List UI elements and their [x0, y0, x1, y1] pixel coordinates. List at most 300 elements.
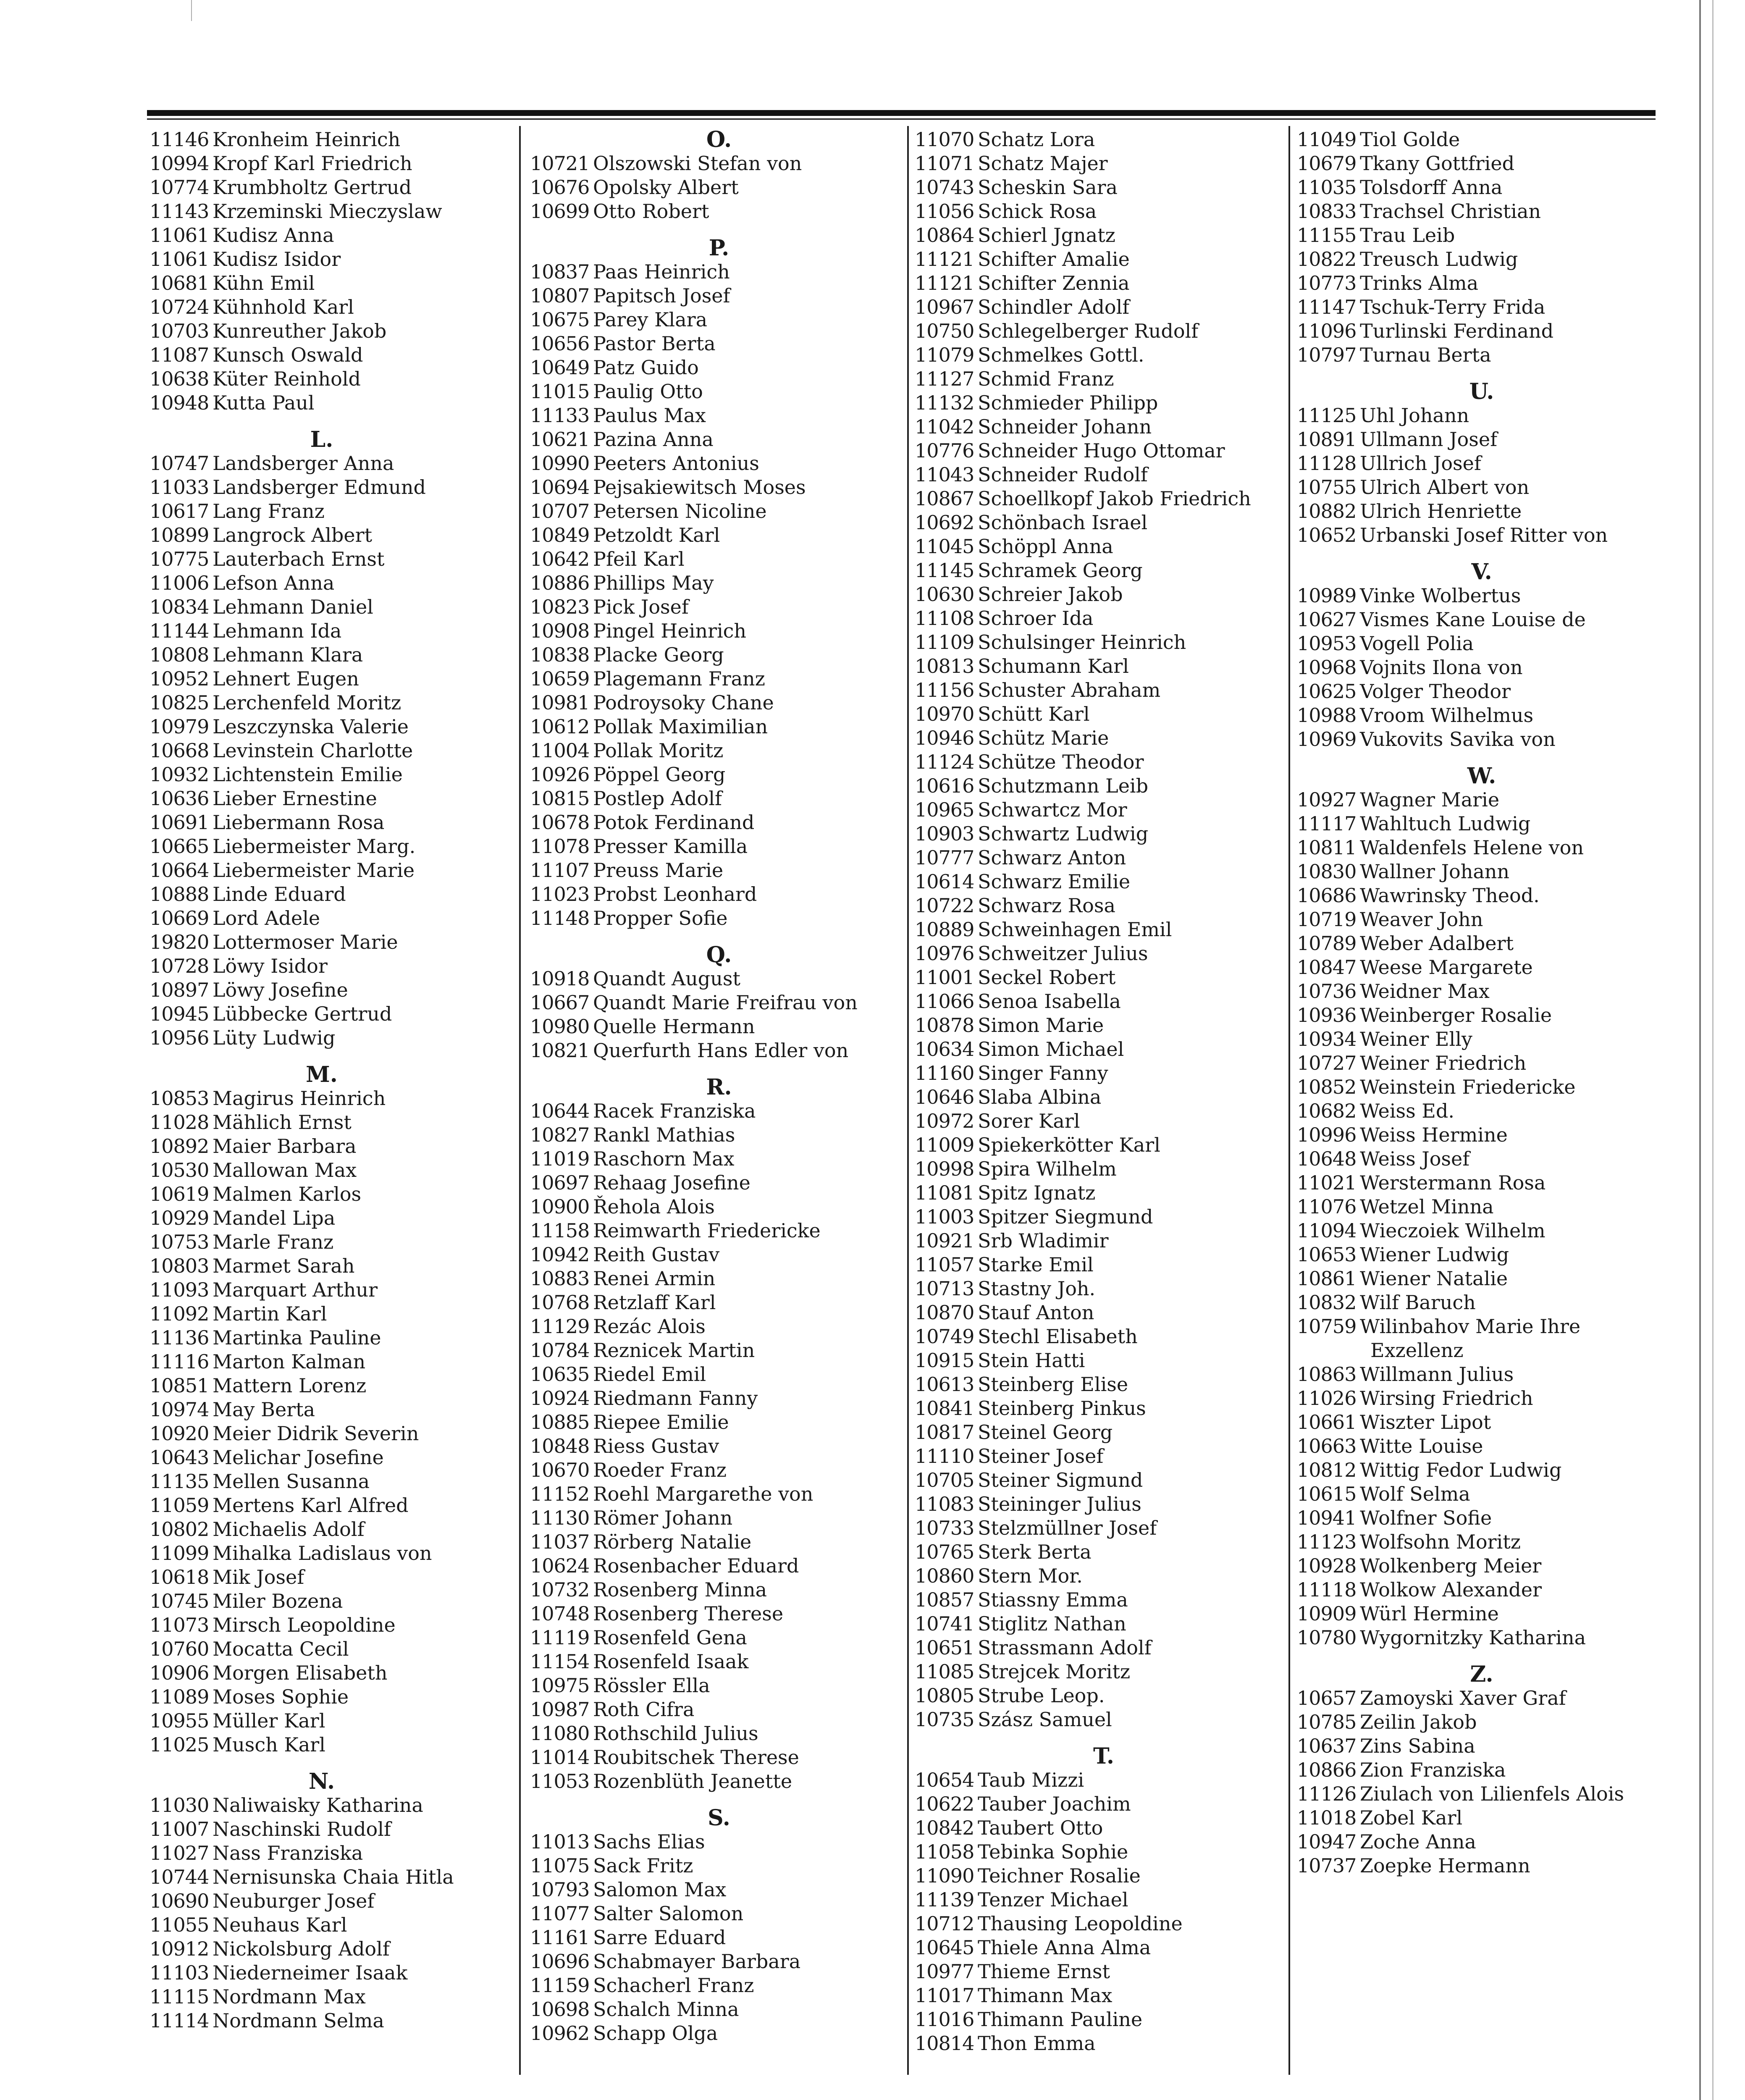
entry-number: 10948: [150, 391, 209, 414]
entry-number: 10860: [915, 1564, 974, 1587]
entry-number: 10924: [530, 1387, 590, 1410]
list-entry: [1297, 271, 1666, 295]
entry-number: 10733: [915, 1517, 974, 1539]
entry-number: 10947: [1297, 1830, 1357, 1853]
section-gap: [1297, 367, 1666, 380]
entry-number: 10903: [915, 822, 974, 845]
section-letter-heading: L.: [310, 427, 333, 452]
list-entry: [915, 2008, 1293, 2032]
entry-number: 10638: [150, 368, 209, 390]
entry-name: Schatz Lora: [978, 128, 1095, 151]
entry-name: Seckel Robert: [978, 966, 1116, 989]
entry-name: Wolfsohn Moritz: [1360, 1530, 1521, 1553]
list-entry: [1297, 956, 1666, 979]
entry-number: 11115: [150, 1985, 209, 2008]
entry-number: 10615: [1297, 1483, 1357, 1505]
entry-number: 10927: [1297, 788, 1357, 811]
entry-number: 10838: [530, 643, 590, 666]
entry-name: Ullrich Josef: [1360, 452, 1481, 475]
list-entry: [150, 1026, 494, 1050]
entry-name: Pfeil Karl: [593, 548, 685, 570]
entry-name: Starke Emil: [978, 1253, 1094, 1276]
entry-name: Paas Heinrich: [593, 260, 730, 283]
entry-name: Schroer Ida: [978, 607, 1094, 630]
entry-number: 10652: [1297, 524, 1357, 546]
entry-number: 11129: [530, 1315, 590, 1338]
list-entry: [915, 1960, 1293, 1984]
entry-number: 10651: [915, 1636, 974, 1659]
list-entry: [915, 1037, 1293, 1061]
list-entry: [915, 1085, 1293, 1109]
entry-number: 11021: [1297, 1171, 1357, 1194]
entry-number: 11053: [530, 1770, 590, 1793]
entry-name: Petzoldt Karl: [593, 524, 720, 546]
entry-number: 10892: [150, 1135, 209, 1158]
list-entry: [530, 1602, 908, 1626]
entry-name: Volger Theodor: [1360, 680, 1511, 703]
list-entry: [530, 991, 908, 1015]
entry-number: 10642: [530, 548, 590, 570]
list-entry: [150, 619, 494, 643]
entry-number: 19820: [150, 931, 209, 953]
entry-name: Pingel Heinrich: [593, 620, 747, 642]
entry-name: Kronheim Heinrich: [213, 128, 401, 151]
list-entry: [530, 1722, 908, 1746]
entry-name: Steinel Georg: [978, 1421, 1113, 1444]
entry-name: Steininger Julius: [978, 1493, 1141, 1515]
entry-name: Morgen Elisabeth: [213, 1662, 388, 1684]
entry-number: 10732: [530, 1578, 590, 1601]
entry-number: 10981: [530, 691, 590, 714]
entry-name: Schwartcz Mor: [978, 798, 1127, 821]
list-entry: [150, 343, 494, 367]
list-entry: [530, 1386, 908, 1410]
entry-name: Schneider Johann: [978, 415, 1152, 438]
entry-name: Nernisunska Chaia Hitla: [213, 1866, 454, 1888]
entry-number: 10967: [915, 296, 974, 318]
entry-number: 10645: [915, 1936, 974, 1959]
list-entry: [530, 380, 908, 404]
list-entry: [1297, 1554, 1666, 1578]
entry-number: 10996: [1297, 1124, 1357, 1146]
entry-name: Meier Didrik Severin: [213, 1422, 419, 1445]
section-letter-heading: P.: [708, 235, 729, 261]
entry-number: 11073: [150, 1614, 209, 1636]
list-entry: [530, 1099, 908, 1123]
entry-number: 11110: [915, 1445, 974, 1467]
entry-number: 11143: [150, 200, 209, 223]
entry-number: 10953: [1297, 632, 1357, 655]
list-entry: [915, 1396, 1293, 1420]
entry-number: 10886: [530, 572, 590, 594]
entry-name: Preuss Marie: [593, 859, 724, 882]
list-entry: [150, 523, 494, 547]
entry-number: 11014: [530, 1746, 590, 1769]
list-entry: [1297, 1075, 1666, 1099]
entry-name: Stern Mor.: [978, 1564, 1083, 1587]
list-entry: [150, 835, 494, 858]
list-entry: [150, 247, 494, 271]
list-entry: [530, 739, 908, 763]
list-entry: [150, 1446, 494, 1470]
entry-number: 10899: [150, 524, 209, 546]
entry-name: Zins Sabina: [1360, 1735, 1475, 1757]
list-entry: [1297, 1291, 1666, 1315]
entry-number: 10928: [1297, 1554, 1357, 1577]
list-entry: [915, 1840, 1293, 1864]
entry-name: Lottermoser Marie: [213, 931, 398, 953]
entry-name: Leszczynska Valerie: [213, 715, 409, 738]
entry-number: 10703: [150, 320, 209, 342]
list-entry: [915, 774, 1293, 798]
list-entry: [150, 1087, 494, 1110]
entry-number: 11028: [150, 1111, 209, 1134]
entry-name: Singer Fanny: [978, 1062, 1108, 1084]
list-entry: [150, 1589, 494, 1613]
list-entry: [530, 811, 908, 835]
list-entry: [915, 176, 1293, 200]
entry-number: 11130: [530, 1507, 590, 1529]
entry-name: Wallner Johann: [1360, 860, 1510, 883]
entry-number: 10805: [915, 1684, 974, 1707]
entry-name: Simon Michael: [978, 1038, 1124, 1060]
entry-number: 10724: [150, 296, 209, 318]
entry-name: Witte Louise: [1360, 1435, 1483, 1457]
entry-name: Rothschild Julius: [593, 1722, 758, 1745]
section-letter-heading: T.: [1093, 1743, 1115, 1769]
entry-number: 11025: [150, 1733, 209, 1756]
list-entry: [1297, 1806, 1666, 1830]
entry-number: 11027: [150, 1842, 209, 1864]
entry-name: Wiener Ludwig: [1360, 1243, 1509, 1266]
entry-number: 11136: [150, 1326, 209, 1349]
list-entry: [915, 343, 1293, 367]
entry-number: 10665: [150, 835, 209, 858]
list-entry: [530, 763, 908, 787]
entry-number: 10889: [915, 918, 974, 941]
entry-number: 10975: [530, 1674, 590, 1697]
list-entry: [1297, 1686, 1666, 1710]
entry-number: 11061: [150, 248, 209, 270]
list-entry: [530, 691, 908, 715]
entry-name: Musch Karl: [213, 1733, 325, 1756]
entry-name: Weinstein Friedericke: [1360, 1076, 1576, 1098]
entry-name: Rehaag Josefine: [593, 1171, 750, 1194]
entry-name: Schmid Franz: [978, 368, 1114, 390]
entry-number: 10900: [530, 1195, 590, 1218]
list-entry: [530, 260, 908, 284]
entry-number: 11071: [915, 152, 974, 175]
entry-name: Urbanski Josef Ritter von: [1360, 524, 1608, 546]
list-entry: [915, 1157, 1293, 1181]
entry-name: Rössler Ella: [593, 1674, 710, 1697]
entry-number: 10808: [150, 643, 209, 666]
entry-number: 10614: [915, 870, 974, 893]
list-entry: [1297, 1195, 1666, 1219]
entry-number: 10669: [150, 907, 209, 929]
entry-name: Schweinhagen Emil: [978, 918, 1172, 941]
entry-name: Kropf Karl Friedrich: [213, 152, 412, 175]
entry-name: Schweitzer Julius: [978, 942, 1148, 965]
entry-number: 10830: [1297, 860, 1357, 883]
list-entry: [530, 356, 908, 380]
entry-number: 10878: [915, 1014, 974, 1037]
entry-number: 10891: [1297, 428, 1357, 451]
entry-number: 11075: [530, 1854, 590, 1877]
entry-number: 10676: [530, 176, 590, 199]
entry-name: Schmieder Philipp: [978, 391, 1158, 414]
entry-number: 10636: [150, 787, 209, 810]
entry-name: Rosenfeld Isaak: [593, 1650, 749, 1673]
entry-number: 10980: [530, 1015, 590, 1038]
entry-name: Wilinbahov Marie Ihre: [1360, 1315, 1581, 1338]
entry-name: Lieber Ernestine: [213, 787, 377, 810]
entry-name: Wolfner Sofie: [1360, 1507, 1492, 1529]
entry-number: 10945: [150, 1003, 209, 1025]
list-entry: [1297, 704, 1666, 727]
list-entry: [1297, 1710, 1666, 1734]
list-entry: [1297, 632, 1666, 656]
entry-name: Rankl Mathias: [593, 1124, 735, 1146]
entry-name: Mocatta Cecil: [213, 1638, 349, 1660]
entry-number: 11096: [1297, 320, 1357, 342]
entry-number: 10624: [530, 1554, 590, 1577]
entry-number: 10970: [915, 703, 974, 725]
list-entry: [915, 487, 1293, 511]
list-entry: [1297, 584, 1666, 608]
entry-number: 10679: [1297, 152, 1357, 175]
entry-name: Schlegelberger Rudolf: [978, 320, 1199, 342]
entry-name: Schütt Karl: [978, 703, 1090, 725]
entry-name: Römer Johann: [593, 1507, 733, 1529]
entry-name: Paulig Otto: [593, 380, 703, 403]
entry-name: Phillips May: [593, 572, 714, 594]
list-entry: [915, 1420, 1293, 1444]
entry-name: Rozenblüth Jeanette: [593, 1770, 792, 1793]
list-entry: [150, 954, 494, 978]
entry-number: 10736: [1297, 980, 1357, 1003]
entry-number: 10643: [150, 1446, 209, 1469]
entry-number: 10912: [150, 1937, 209, 1960]
entry-number: 10969: [1297, 728, 1357, 751]
list-entry: [530, 1626, 908, 1650]
entry-name: Wilf Baruch: [1360, 1291, 1476, 1314]
entry-name: Treusch Ludwig: [1360, 248, 1518, 270]
list-entry: [915, 1768, 1293, 1792]
list-entry: [915, 1349, 1293, 1373]
list-entry: [915, 295, 1293, 319]
list-entry: [150, 739, 494, 763]
list-entry: [530, 2021, 908, 2045]
entry-number: 10777: [915, 846, 974, 869]
list-entry: [915, 223, 1293, 247]
list-entry: [530, 667, 908, 691]
entry-name: Raschorn Max: [593, 1147, 735, 1170]
entry-name: Rosenfeld Gena: [593, 1626, 747, 1649]
entry-number: 11121: [915, 248, 974, 270]
list-entry: [530, 1339, 908, 1362]
entry-name: Postlep Adolf: [593, 787, 722, 810]
entry-name: Waldenfels Helene von: [1360, 836, 1584, 859]
entry-name: Schick Rosa: [978, 200, 1097, 223]
entry-name: Steiner Josef: [978, 1445, 1104, 1467]
entry-name: Probst Leonhard: [593, 883, 757, 906]
section-gap: [1297, 751, 1666, 764]
entry-name: Marmet Sarah: [213, 1255, 355, 1277]
entry-name: Schabmayer Barbara: [593, 1950, 801, 1973]
list-entry: [530, 1015, 908, 1039]
entry-name: Wirsing Friedrich: [1360, 1387, 1533, 1410]
entry-name: Reznicek Martin: [593, 1339, 755, 1362]
entry-name: Strejcek Moritz: [978, 1660, 1131, 1683]
list-entry: [915, 678, 1293, 702]
list-entry: [530, 475, 908, 499]
entry-name: Olszowski Stefan von: [593, 152, 802, 175]
list-entry: [150, 1158, 494, 1182]
list-entry: [1297, 727, 1666, 751]
entry-number: 10619: [150, 1183, 209, 1205]
entry-number: 10863: [1297, 1363, 1357, 1386]
entry-number: 10760: [150, 1638, 209, 1660]
entry-name: Srb Wladimir: [978, 1229, 1109, 1252]
entry-name: Taubert Otto: [978, 1816, 1103, 1839]
entry-number: 10646: [915, 1086, 974, 1108]
entry-name: Schönbach Israel: [978, 511, 1148, 534]
entry-name: Schifter Zennia: [978, 272, 1130, 294]
list-entry: [915, 1492, 1293, 1516]
entry-name: Wetzel Minna: [1360, 1195, 1494, 1218]
entry-number: 10789: [1297, 932, 1357, 955]
list-entry: [915, 1444, 1293, 1468]
list-entry: [150, 1961, 494, 1985]
list-entry: [915, 559, 1293, 583]
entry-number: 10822: [1297, 248, 1357, 270]
entry-number: 10946: [915, 727, 974, 749]
entry-name: Riedel Emil: [593, 1363, 706, 1386]
entry-number: 10686: [1297, 884, 1357, 907]
entry-number: 10612: [530, 715, 590, 738]
entry-name: Zoche Anna: [1360, 1830, 1476, 1853]
entry-number: 10827: [530, 1124, 590, 1146]
entry-name: Vismes Kane Louise de: [1360, 608, 1586, 631]
entry-name: Schatz Majer: [978, 152, 1108, 175]
entry-name: Spiekerkötter Karl: [978, 1134, 1160, 1156]
list-entry: [1297, 1506, 1666, 1530]
entry-number: 10657: [1297, 1687, 1357, 1709]
entry-name: Senoa Isabella: [978, 990, 1121, 1013]
entry-name: Stastny Joh.: [978, 1277, 1096, 1300]
list-entry: [150, 1637, 494, 1661]
list-entry: [150, 595, 494, 619]
entry-name: Moses Sophie: [213, 1685, 349, 1708]
list-entry: [915, 798, 1293, 822]
entry-number: 10749: [915, 1325, 974, 1348]
entry-name: Reimwarth Friedericke: [593, 1219, 821, 1242]
entry-name: Quandt August: [593, 967, 740, 990]
entry-number: 10735: [915, 1708, 974, 1731]
section-letter-heading: S.: [708, 1805, 730, 1831]
list-entry: [150, 1841, 494, 1865]
entry-number: 10694: [530, 476, 590, 499]
entry-name: Steinberg Elise: [978, 1373, 1128, 1396]
list-entry: [915, 1936, 1293, 1960]
entry-name: Lübbecke Gertrud: [213, 1003, 392, 1025]
entry-number: 10753: [150, 1231, 209, 1253]
entry-name: Löwy Isidor: [213, 955, 328, 977]
entry-name: Sack Fritz: [593, 1854, 693, 1877]
entry-name: Liebermeister Marie: [213, 859, 415, 882]
entry-number: 10921: [915, 1229, 974, 1252]
entry-name: Uhl Johann: [1360, 404, 1469, 427]
list-entry: [530, 1458, 908, 1482]
entry-number: 10678: [530, 811, 590, 834]
list-entry: [530, 452, 908, 475]
entry-name: Quandt Marie Freifrau von: [593, 991, 858, 1014]
entry-number: 11017: [915, 1984, 974, 2007]
entry-name: Malmen Karlos: [213, 1183, 362, 1205]
list-entry: [1297, 499, 1666, 523]
entry-number: 10866: [1297, 1759, 1357, 1781]
list-entry: [1297, 1602, 1666, 1626]
entry-number: 10811: [1297, 836, 1357, 859]
entry-number: 10832: [1297, 1291, 1357, 1314]
entry-name: Tauber Joachim: [978, 1793, 1131, 1815]
entry-number: 10696: [530, 1950, 590, 1973]
list-entry: [150, 547, 494, 571]
list-entry: [530, 1998, 908, 2021]
entry-name: Tolsdorff Anna: [1360, 176, 1503, 199]
entry-number: 10637: [1297, 1735, 1357, 1757]
list-entry: [150, 1326, 494, 1350]
entry-number: 11089: [150, 1685, 209, 1708]
list-entry: [1297, 200, 1666, 223]
entry-number: 10698: [530, 1998, 590, 2021]
entry-number: 10823: [530, 596, 590, 618]
entry-name: Turlinski Ferdinand: [1360, 320, 1554, 342]
entry-name: Thimann Max: [978, 1984, 1113, 2007]
list-entry: [1297, 404, 1666, 428]
column-2: [530, 128, 908, 2045]
entry-number: 10659: [530, 667, 590, 690]
list-entry: [150, 1374, 494, 1398]
entry-number: 10848: [530, 1435, 590, 1457]
entry-name: Spira Wilhelm: [978, 1158, 1117, 1180]
list-entry: [530, 1650, 908, 1674]
list-entry: [530, 1147, 908, 1171]
entry-number: 11092: [150, 1302, 209, 1325]
entry-name: Wolf Selma: [1360, 1483, 1470, 1505]
entry-number: 11116: [150, 1350, 209, 1373]
list-entry: [915, 511, 1293, 535]
entry-number: 10759: [1297, 1315, 1357, 1338]
list-entry: [150, 1685, 494, 1709]
entry-name: Wagner Marie: [1360, 788, 1500, 811]
top-rule: [147, 110, 1656, 116]
entry-number: 11001: [915, 966, 974, 989]
list-entry: [1297, 1830, 1666, 1854]
entry-name: Miler Bozena: [213, 1590, 343, 1612]
entry-name: Krzeminski Mieczyslaw: [213, 200, 442, 223]
entry-name: Naliwaisky Katharina: [213, 1794, 423, 1816]
entry-number: 11061: [150, 224, 209, 247]
list-entry: [1297, 1003, 1666, 1027]
list-entry: [1297, 428, 1666, 452]
list-entry: [530, 200, 908, 223]
list-entry: [915, 1564, 1293, 1588]
list-entry: [150, 571, 494, 595]
entry-number: 10784: [530, 1339, 590, 1362]
entry-name: Tenzer Michael: [978, 1888, 1128, 1911]
